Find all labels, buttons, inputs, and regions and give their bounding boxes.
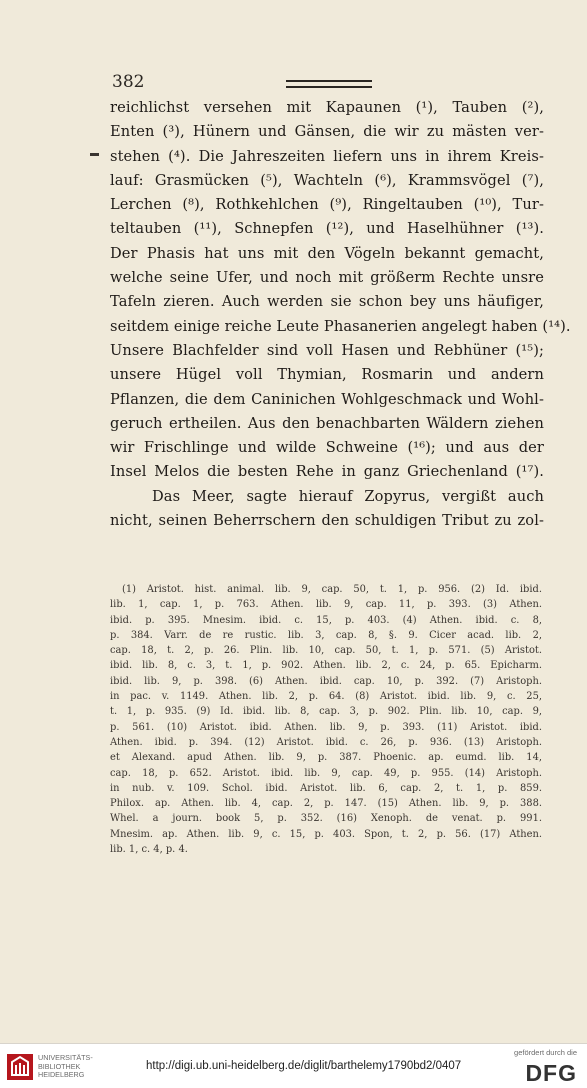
body-line: Insel Melos die besten Rehe in ganz Griechenland (¹⁷). bbox=[110, 463, 544, 481]
body-line: Das Meer, sagte hierauf Zopyrus, vergißt auch bbox=[152, 487, 544, 505]
dfg-logo: DFG bbox=[525, 1060, 577, 1086]
body-line: Lerchen (⁸), Rothkehlchen (⁹), Ringeltauben (¹⁰), Tur- bbox=[110, 196, 544, 214]
footnotes bbox=[110, 582, 542, 857]
page-number: 382 bbox=[112, 72, 145, 92]
body-line: Tafeln zieren. Auch werden sie schon bey uns häufiger, bbox=[110, 293, 544, 311]
footnote-line: p. 561. (10) Aristot. ibid. Athen. lib. 9, p. 393. (11) Aristot. ibid. bbox=[110, 721, 542, 733]
body-line: welche seine Ufer, und noch mit größerm Rechte unsre bbox=[110, 269, 544, 287]
body-line: lauf: Grasmücken (⁵), Wachteln (⁶), Krammsvögel (⁷), bbox=[110, 171, 544, 189]
footnote-line: ibid. lib. 9, p. 398. (6) Athen. ibid. cap. 10, p. 392. (7) Aristoph. bbox=[110, 675, 542, 687]
footnote-line: ibid. p. 395. Mnesim. ibid. c. 15, p. 403. (4) Athen. ibid. c. 8, bbox=[110, 614, 542, 626]
header-rule bbox=[286, 80, 372, 88]
footnote-line: cap. 18, t. 2, p. 26. Plin. lib. 10, cap. 50, t. 1, p. 571. (5) Aristot. bbox=[110, 645, 542, 657]
heidelberg-library-logo-icon bbox=[6, 1053, 34, 1081]
margin-mark bbox=[90, 153, 99, 156]
library-name-line: UNIVERSITÄTS- bbox=[38, 1053, 93, 1062]
body-line: wir Frischlinge und wilde Schweine (¹⁶); und aus der bbox=[110, 439, 544, 457]
body-line: unsere Hügel voll Thymian, Rosmarin und andern bbox=[110, 366, 544, 384]
footnote-line: Philox. ap. Athen. lib. 4, cap. 2, p. 147. (15) Athen. lib. 9, p. 388. bbox=[110, 798, 542, 810]
footnote-line: lib. 1, c. 4, p. 4. bbox=[110, 844, 188, 856]
footnote-line: in pac. v. 1149. Athen. lib. 2, p. 64. (8) Aristot. ibid. lib. 9, c. 25, bbox=[110, 691, 542, 703]
body-line: stehen (⁴). Die Jahreszeiten liefern uns in ihrem Kreis- bbox=[110, 147, 544, 165]
permalink-url[interactable]: http://digi.ub.uni-heidelberg.de/diglit/barthelemy1790bd2/0407 bbox=[146, 1060, 462, 1072]
library-name-line: BIBLIOTHEK bbox=[38, 1061, 81, 1071]
footnote-line: in nub. v. 109. Schol. ibid. Aristot. lib. 6, cap. 2, t. 1, p. 859. bbox=[110, 782, 542, 794]
footnote-line: et Alexand. apud Athen. lib. 9, p. 387. Phoenic. ap. eumd. lib. 14, bbox=[110, 752, 542, 764]
footnote-line: (1) Aristot. hist. animal. lib. 9, cap. 50, t. 1, p. 956. (2) Id. ibid. bbox=[122, 584, 542, 595]
body-line: Der Phasis hat uns mit den Vögeln bekannt gemacht, bbox=[110, 244, 544, 262]
body-line: reichlichst versehen mit Kapaunen (¹), Tauben (²), bbox=[110, 99, 544, 116]
body-line: nicht, seinen Beherrschern den schuldigen Tribut zu zol- bbox=[110, 512, 544, 530]
footnote-line: ibid. lib. 8, c. 3, t. 1, p. 902. Athen. lib. 2, c. 24, p. 65. Epicharm. bbox=[110, 660, 542, 672]
footnote-line: Athen. ibid. p. 394. (12) Aristot. ibid. c. 26, p. 936. (13) Aristoph. bbox=[110, 736, 542, 748]
footnote-line: Whel. a journ. book 5, p. 352. (16) Xenoph. de venat. p. 991. bbox=[110, 813, 542, 825]
footnote-line: p. 384. Varr. de re rustic. lib. 3, cap. 8, §. 9. Cicer acad. lib. 2, bbox=[110, 629, 542, 641]
library-name bbox=[38, 1054, 93, 1080]
funded-by-label: gefördert durch die bbox=[514, 1048, 577, 1057]
body-text bbox=[110, 96, 571, 533]
body-line: geruch ertheilen. Aus den benachbarten Wäldern ziehen bbox=[110, 414, 544, 432]
body-line: seitdem einige reiche Leute Phasanerien angelegt haben (¹⁴). bbox=[110, 317, 571, 335]
footnote-line: Mnesim. ap. Athen. lib. 9, c. 15, p. 403. Spon, t. 2, p. 56. (17) Athen. bbox=[110, 828, 542, 840]
footnote-line: t. 1, p. 935. (9) Id. ibid. lib. 8, cap. 3, p. 902. Plin. lib. 10, cap. 9, bbox=[110, 706, 542, 718]
body-line: Unsere Blachfelder sind voll Hasen und Rebhüner (¹⁵); bbox=[110, 341, 544, 359]
footnote-line: lib. 1, cap. 1, p. 763. Athen. lib. 9, cap. 11, p. 393. (3) Athen. bbox=[110, 599, 542, 611]
footnote-line: cap. 18, p. 652. Aristot. ibid. lib. 9, cap. 49, p. 955. (14) Aristoph. bbox=[110, 767, 542, 779]
viewer-footer bbox=[0, 1043, 587, 1088]
library-name-line: HEIDELBERG bbox=[38, 1070, 85, 1079]
body-line: teltauben (¹¹), Schnepfen (¹²), und Haselhühner (¹³). bbox=[110, 220, 544, 238]
body-line: Pflanzen, die dem Caninichen Wohlgeschmack und Wohl- bbox=[110, 390, 544, 408]
body-line: Enten (³), Hünern und Gänsen, die wir zu mästen ver- bbox=[110, 123, 544, 141]
